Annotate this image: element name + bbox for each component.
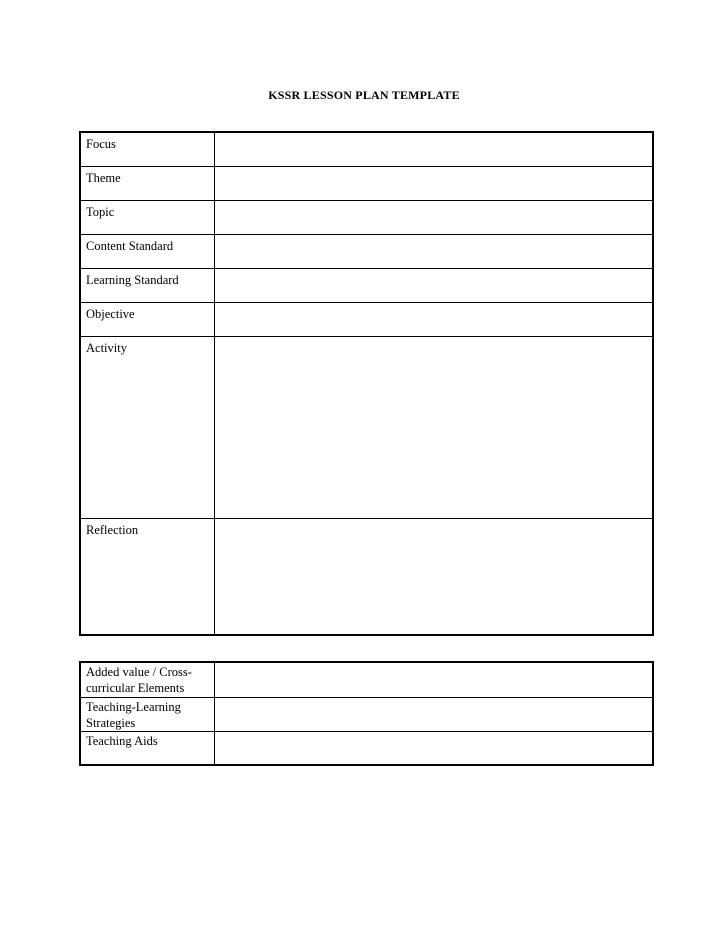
row-label-learning-standard: Learning Standard — [80, 269, 214, 303]
table-row-teaching-aids — [80, 732, 653, 766]
row-value-teaching-aids[interactable] — [214, 732, 653, 766]
row-label-teaching-aids: Teaching Aids — [80, 732, 214, 766]
row-value-reflection[interactable] — [214, 519, 653, 636]
row-label-reflection: Reflection — [80, 519, 214, 636]
row-label-topic: Topic — [80, 201, 214, 235]
row-value-teaching-learning-strategies[interactable] — [214, 698, 653, 732]
lesson-plan-main-table — [79, 131, 654, 636]
page-title: KSSR LESSON PLAN TEMPLATE — [268, 88, 460, 102]
row-label-theme: Theme — [80, 167, 214, 201]
table-row-reflection — [80, 519, 653, 636]
row-value-added-value[interactable] — [214, 662, 653, 698]
row-value-theme[interactable] — [214, 167, 653, 201]
row-label-objective: Objective — [80, 303, 214, 337]
table-row-content-standard — [80, 235, 653, 269]
row-value-focus[interactable] — [214, 132, 653, 167]
table-row-topic — [80, 201, 653, 235]
table-row-objective — [80, 303, 653, 337]
table-row-learning-standard — [80, 269, 653, 303]
row-value-content-standard[interactable] — [214, 235, 653, 269]
row-label-activity: Activity — [80, 337, 214, 519]
lesson-plan-secondary-table — [79, 661, 654, 766]
table-row-focus — [80, 132, 653, 167]
table-row-activity — [80, 337, 653, 519]
row-value-topic[interactable] — [214, 201, 653, 235]
row-value-learning-standard[interactable] — [214, 269, 653, 303]
row-value-activity[interactable] — [214, 337, 653, 519]
table-row-teaching-learning-strategies — [80, 698, 653, 732]
row-label-added-value: Added value / Cross-curricular Elements — [80, 662, 214, 698]
table-row-added-value — [80, 662, 653, 698]
row-value-objective[interactable] — [214, 303, 653, 337]
row-label-content-standard: Content Standard — [80, 235, 214, 269]
row-label-teaching-learning-strategies: Teaching-Learning Strategies — [80, 698, 214, 732]
row-label-focus: Focus — [80, 132, 214, 167]
table-row-theme — [80, 167, 653, 201]
